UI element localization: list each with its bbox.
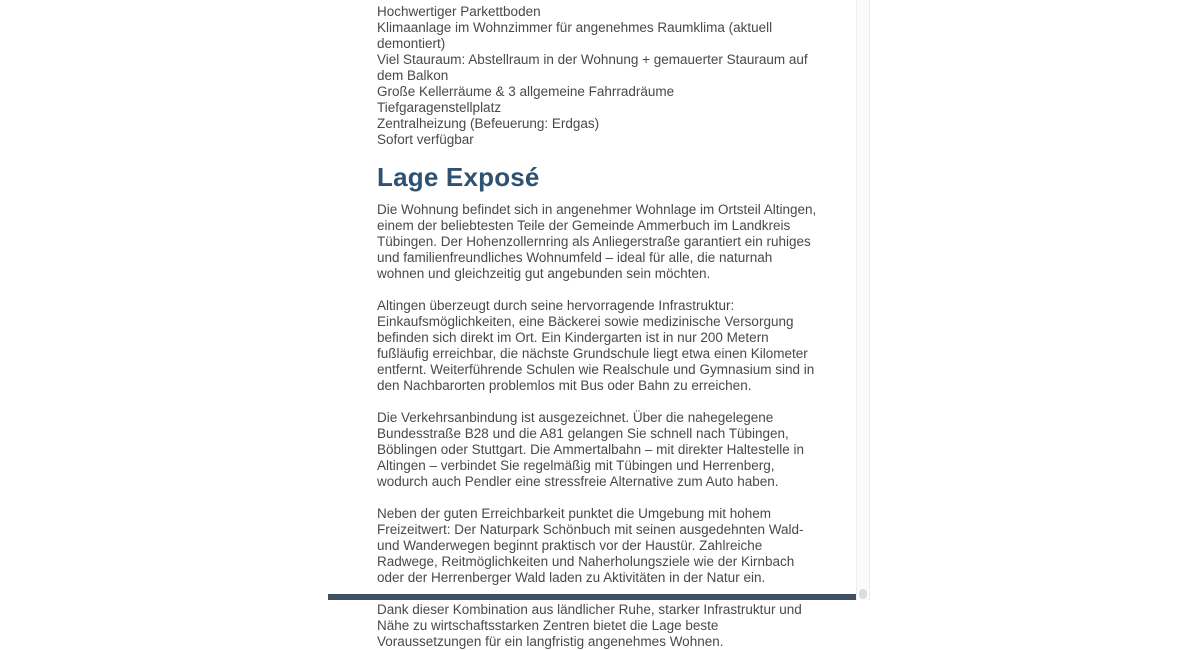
feature-line-garage: Tiefgaragenstellplatz	[377, 100, 502, 115]
feature-line-heating: Zentralheizung (Befeuerung: Erdgas)	[377, 116, 600, 131]
paragraph-verkehrsanbindung: Die Verkehrsanbindung ist ausgezeichnet. Über die nahegelegene Bundesstraße B28 und die A81 gelangen Sie schnell nach Tübingen, Böblingen oder Stuttgart. Die Ammertalbahn – mit direkter Haltestelle in Altingen – verbindet Sie regelmäßig mit Tübingen und Herrenberg, wodurch auch Pendler eine stressfreie Alternative zum Auto haben.	[377, 410, 804, 489]
page-title: Lage Exposé	[377, 162, 540, 192]
expose-page	[328, 0, 867, 649]
feature-line-availability: Sofort verfügbar	[377, 132, 474, 147]
paragraph-freizeitwert: Neben der guten Erreichbarkeit punktet die Umgebung mit hohem Freizeitwert: Der Naturpark Schönbuch mit seinen ausgedehnten Wald- und Wanderwegen beginnt praktisch vor der Haustür. Zahlreiche Radwege, Reitmöglichkeiten und Naherholungsziele wie der Kirnbach oder der Herrenberger Wald laden zu Aktivitäten in der Natur ein.	[377, 506, 804, 585]
feature-line-storage: Viel Stauraum: Abstellraum in der Wohnung + gemauerter Stauraum auf dem Balkon	[377, 52, 808, 83]
paragraph-infrastruktur: Altingen überzeugt durch seine hervorragende Infrastruktur: Einkaufsmöglichkeiten, eine Bäckerei sowie medizinische Versorgung befinden sich direkt im Ort. Ein Kindergarten ist in nur 200 Metern fußläufig erreichbar, die nächste Grundschule liegt etwa einen Kilometer entfernt. Weiterführende Schulen wie Realschule und Gymnasium sind in den Nachbarorten problemlos mit Bus oder Bahn zu erreichen.	[377, 298, 815, 393]
scrollbar-thumb[interactable]	[859, 589, 867, 599]
feature-line-aircon: Klimaanlage im Wohnzimmer für angenehmes Raumklima (aktuell demontiert)	[377, 20, 773, 51]
feature-line-parquet: Hochwertiger Parkettboden	[377, 4, 541, 19]
scrollbar-track[interactable]	[856, 0, 870, 600]
footer-divider-bar	[328, 594, 867, 600]
paragraph-fazit: Dank dieser Kombination aus ländlicher Ruhe, starker Infrastruktur und Nähe zu wirtschaftsstarken Zentren bietet die Lage beste Voraussetzungen für ein langfristig angenehmes Wohnen.	[377, 602, 802, 649]
feature-list	[377, 4, 818, 148]
feature-line-cellar: Große Kellerräume & 3 allgemeine Fahrradräume	[377, 84, 675, 99]
paragraph-wohnlage: Die Wohnung befindet sich in angenehmer Wohnlage im Ortsteil Altingen, einem der beliebtesten Teile der Gemeinde Ammerbuch im Landkreis Tübingen. Der Hohenzollernring als Anliegerstraße garantiert ein ruhiges und familienfreundliches Wohnumfeld – ideal für alle, die naturnah wohnen und gleichzeitig gut angebunden sein möchten.	[377, 202, 817, 281]
